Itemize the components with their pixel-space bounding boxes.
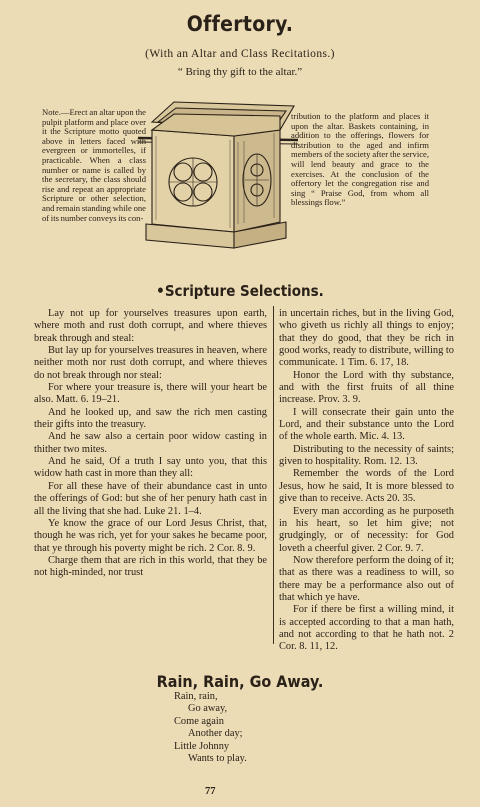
subtitle: (With an Altar and Class Recitations.) xyxy=(145,48,335,60)
column-divider xyxy=(273,306,274,644)
motto-quote: “ Bring thy gift to the altar.” xyxy=(177,66,303,78)
paragraph: Honor the Lord with thy substance, and with the first fruits of all thine increase. Prov. 3. 9. xyxy=(279,369,454,406)
page-number: 77 xyxy=(205,786,216,797)
paragraph: Now therefore perform the doing of it; that as there was a readiness to will, so there may be a performance also out of that which ye have. xyxy=(279,554,454,603)
paragraph: Remember the words of the Lord Jesus, how he said, It is more blessed to give than to receive. Acts 20. 35. xyxy=(279,468,454,505)
paragraph: in uncertain riches, but in the living God, who giveth us richly all things to enjoy; that they do good, that they be rich in good works, ready to distribute, willing to communicate. 1 Tim. 6. 17, 18. xyxy=(279,308,454,369)
note-right: tribution to the platform and places it upon the altar. Baskets containing, in addition to the offerings, flowers for distribution to the aged and infirm members of the society after the service, will lend beauty and grace to the exercises. At the conclusion of the offertory let the congregation rise and sing “ Praise God, from whom all blessings flow.” xyxy=(291,111,429,208)
poem xyxy=(174,691,374,765)
poem-line: Come again xyxy=(174,715,224,727)
poem-line: Wants to play. xyxy=(188,753,247,765)
paragraph: Charge them that are rich in this world, that they be not high-minded, nor trust xyxy=(34,554,267,579)
paragraph: For all these have of their abundance cast in unto the offerings of God: but she of her penury hath cast in all the living that she had. Luke 21. 1–4. xyxy=(34,480,267,517)
poem-line: Rain, rain, xyxy=(174,691,218,702)
note-left: Note.—Erect an altar upon the pulpit platform and place over it the Scripture motto quoted above in letters faced with evergreen or immortelles, if practicable. When a class number or name is called by the secretary, the class should rise and repeat an appropriate Scripture or other selection, and remain standing while one of its number conveys its con- xyxy=(42,107,146,223)
page-title: Offertory. xyxy=(186,12,294,36)
altar-illustration xyxy=(134,92,300,262)
paragraph: Distributing to the necessity of saints; given to hospitality. Rom. 12. 13. xyxy=(279,443,454,468)
poem-title: Rain, Rain, Go Away. xyxy=(156,672,324,691)
paragraph: Every man according as he purposeth in his heart, so let him give; not grudgingly, or of necessity: for God loveth a cheerful giver. 2 Cor. 9. 7. xyxy=(279,505,454,554)
paragraph: But lay up for yourselves treasures in heaven, where neither moth nor rust doth corrupt, and where thieves do not break through nor steal: xyxy=(34,345,267,381)
paragraph: Ye know the grace of our Lord Jesus Christ, that, though he was rich, yet for your sakes he became poor, that ye through his poverty might be rich. 2 Cor. 8. 9. xyxy=(34,517,267,554)
paragraph: I will consecrate their gain unto the Lord, and their substance unto the Lord of the whole earth. Mic. 4. 13. xyxy=(279,406,454,443)
section-title: •Scripture Selections. xyxy=(156,282,324,300)
poem-line: Little Johnny xyxy=(174,740,230,752)
poem-line: Another day; xyxy=(188,728,243,740)
paragraph: And he saw also a certain poor widow casting in thither two mites. xyxy=(34,431,267,455)
section-bullet-icon: • xyxy=(156,282,165,300)
paragraph: Lay not up for yourselves treasures upon earth, where moth and rust doth corrupt, and where thieves break through and steal: xyxy=(34,308,267,344)
scripture-column-left xyxy=(34,308,267,580)
paragraph: And he looked up, and saw the rich men casting their gifts into the treasury. xyxy=(34,406,267,431)
paragraph: And he said, Of a truth I say unto you, that this widow hath cast in more than they all: xyxy=(34,456,267,480)
poem-line: Go away, xyxy=(188,703,228,715)
paragraph: For where your treasure is, there will your heart be also. Matt. 6. 19–21. xyxy=(34,382,267,406)
paragraph: For if there be first a willing mind, it is accepted according to that a man hath, and not according to that he hath not. 2 Cor. 8. 11, 12. xyxy=(279,604,454,653)
scripture-column-right xyxy=(279,308,454,654)
